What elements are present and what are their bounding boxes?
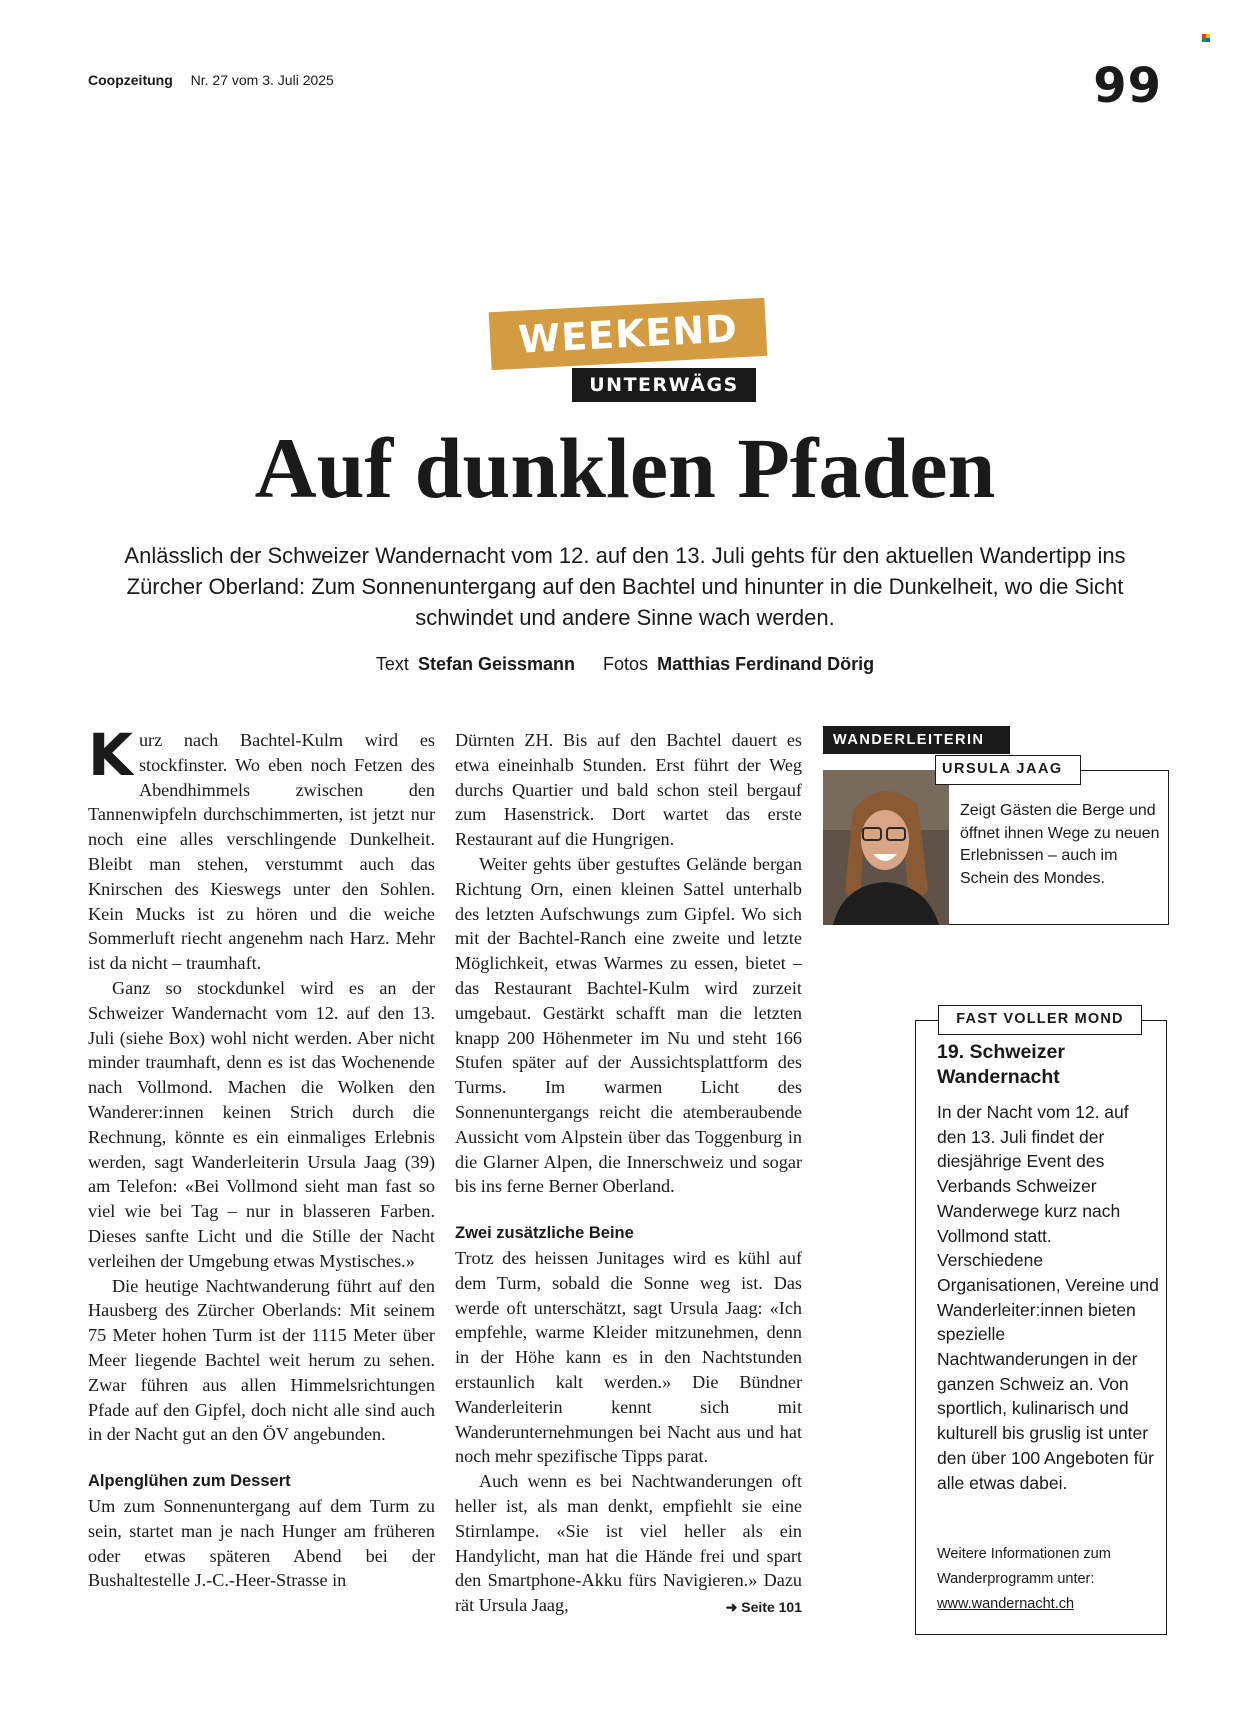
subheading: Alpenglühen zum Dessert bbox=[88, 1472, 291, 1491]
paragraph: Trotz des heissen Junitages wird es kühl auf dem Turm, sobald die Sonne weg ist. Das werde oft unterschätzt, sagt Ursula Jaag: «Ich empfehle, warme Kleider mitzunehmen, denn in der Höhe kann es in den Nachtstunden erstaunlich kalt werden.» Die Bündner Wanderleiterin kennt sich mit Wanderunternehmungen bei Nacht aus und hat noch mehr spezifische Tipps parat. bbox=[455, 1247, 802, 1467]
profile-description: Zeigt Gästen die Berge und öffnet ihnen Wege zu neuen Erlebnissen – auch im Schein des Mondes. bbox=[960, 802, 1160, 887]
article-column-1 bbox=[88, 721, 435, 1593]
issue-info: Nr. 27 vom 3. Juli 2025 bbox=[190, 72, 334, 88]
text-credit-label: Text bbox=[375, 654, 409, 674]
website-link[interactable]: www.wandernacht.ch bbox=[937, 1596, 1075, 1612]
continued-on-page-link[interactable]: ➜ Seite 101 bbox=[725, 1599, 802, 1616]
article-credits bbox=[0, 654, 1250, 675]
subheading: Zwei zusätzliche Beine bbox=[455, 1224, 634, 1243]
paragraph: Um zum Sonnenuntergang auf dem Turm zu sein, startet man je nach Hunger am früheren oder etwas späteren Abend bei der Bushaltestelle J.-C.-Heer-Strasse in bbox=[88, 1495, 435, 1591]
page-header bbox=[88, 72, 334, 88]
text-author: Stefan Geissmann bbox=[417, 654, 575, 674]
article-column-2 bbox=[455, 728, 802, 1620]
info-box-footer bbox=[937, 1542, 1157, 1617]
info-box-title: 19. Schweizer Wandernacht bbox=[937, 1041, 1065, 1088]
article-headline: Auf dunklen Pfaden bbox=[254, 420, 996, 516]
info-box-more-info: Weitere Informationen zum Wanderprogramm unter: bbox=[937, 1546, 1111, 1587]
paragraph: Ganz so stockdunkel wird es an der Schweizer Wandernacht vom 12. auf den 13. Juli (siehe Box) wohl nicht werden. Aber nicht minder traumhaft, denn es ist das Wochenende nach Vollmond. Machen die Wolken den Wanderer:innen keinen Strich durch die Rechnung, könnte es ein einmaliges Erlebnis werden, sagt Wanderleiterin Ursula Jaag (39) am Telefon: «Bei Vollmond sieht man fast so viel wie bei Tag – nur in blasseren Farben. Dieses sanfte Licht und die Stille der Nacht verleihen der Umgebung etwas Mystisches.» bbox=[88, 977, 435, 1271]
drop-cap: K bbox=[88, 721, 133, 789]
color-registration-mark bbox=[1202, 34, 1210, 42]
paragraph: Auch wenn es bei Nachtwanderungen oft heller ist, als man denkt, empfiehlt sie eine Stirnlampe. «Sie ist viel heller als ein Handylicht, man hat die Hände frei und spart den Smartphone-Akku fürs Navigieren.» Dazu rät Ursula Jaag, ➜ Seite 101 bbox=[455, 1469, 802, 1618]
section-kicker bbox=[490, 305, 766, 396]
info-box-tag: FAST VOLLER MOND bbox=[938, 1005, 1142, 1035]
subsection-label: UNTERWÄGS bbox=[572, 368, 756, 402]
portrait-photo bbox=[823, 770, 949, 925]
paragraph: Dürnten ZH. Bis auf den Bachtel dauert es etwa eineinhalb Stunden. Erst führt der Weg durchs Quartier und bald schon steil bergauf zum Hasenstrick. Dort wartet das erste Restaurant auf die Hungrigen. bbox=[455, 730, 802, 850]
paragraph: Die heutige Nachtwanderung führt auf den Hausberg des Zürcher Oberlands: Mit seinem 75 Meter hohen Turm ist der 1115 Meter über Meer liegende Bachtel weit herum zu sehen. Zwar führen aus allen Himmelsrichtungen Pfade auf den Gipfel, doch nicht alle sind auch in der Nacht gut an den ÖV angebunden. bbox=[88, 1275, 435, 1445]
profile-tag: WANDERLEITERIN bbox=[823, 726, 1010, 754]
paragraph: Weiter gehts über gestuftes Gelände bergan Richtung Orn, einen kleinen Sattel unterhalb des letzten Aufschwungs zum Gipfel. Wo sich mit der Bachtel-Ranch eine zweite und letzte Möglichkeit, etwas Warmes zu essen, bietet – das Restaurant Bachtel-Kulm wird zurzeit umgebaut. Gestärkt schafft man die letzten knapp 200 Höhenmeter im Nu und steht 166 Stufen später auf der Aussichtsplattform des Turms. Im warmen Licht des Sonnenuntergangs reicht die atemberaubende Aussicht vom Alpstein über das Toggenburg in die Glarner Alpen, die Innerschweiz und sogar bis ins ferne Berner Oberland. bbox=[455, 853, 802, 1197]
info-box-body: In der Nacht vom 12. auf den 13. Juli findet der diesjährige Event des Verbands Schweizer Wanderwege kurz nach Vollmond statt. Verschiedene Organisationen, Vereine und Wanderleiter:innen bieten spezielle Nachtwanderungen in der ganzen Schweiz an. Von sportlich, kulinarisch und kulturell bis gruslig ist unter den über 100 Angeboten für alle etwas dabei. bbox=[937, 1102, 1159, 1493]
section-label: WEEKEND bbox=[517, 306, 739, 362]
photo-author: Matthias Ferdinand Dörig bbox=[657, 654, 875, 674]
paragraph: Kurz nach Bachtel-Kulm wird es stockfinster. Wo eben noch Fetzen des Abendhimmels zwischen den Tannenwipfeln durchschimmerten, ist jetzt nur noch eine alles verschlingende Dunkelheit. Bleibt man stehen, verstummt auch das Knirschen des Kieswegs unter den Sohlen. Kein Mucks ist zu hören und die weiche Sommerluft riecht angenehm nach Harz. Mehr ist da nicht – traumhaft. bbox=[88, 721, 435, 974]
article-intro: Anlässlich der Schweizer Wandernacht vom 12. auf den 13. Juli gehts für den aktuellen Wandertipp ins Zürcher Oberland: Zum Sonnenuntergang auf den Bachtel und hinunter in die Dunkelheit, wo die Sicht schwindet und andere Sinne wach werden. bbox=[124, 543, 1126, 630]
page-number: 99 bbox=[1093, 58, 1162, 114]
photo-credit-label: Fotos bbox=[603, 654, 649, 674]
profile-name: URSULA JAAG bbox=[935, 755, 1081, 785]
publication-name: Coopzeitung bbox=[88, 72, 173, 88]
section-label-box bbox=[489, 298, 768, 370]
